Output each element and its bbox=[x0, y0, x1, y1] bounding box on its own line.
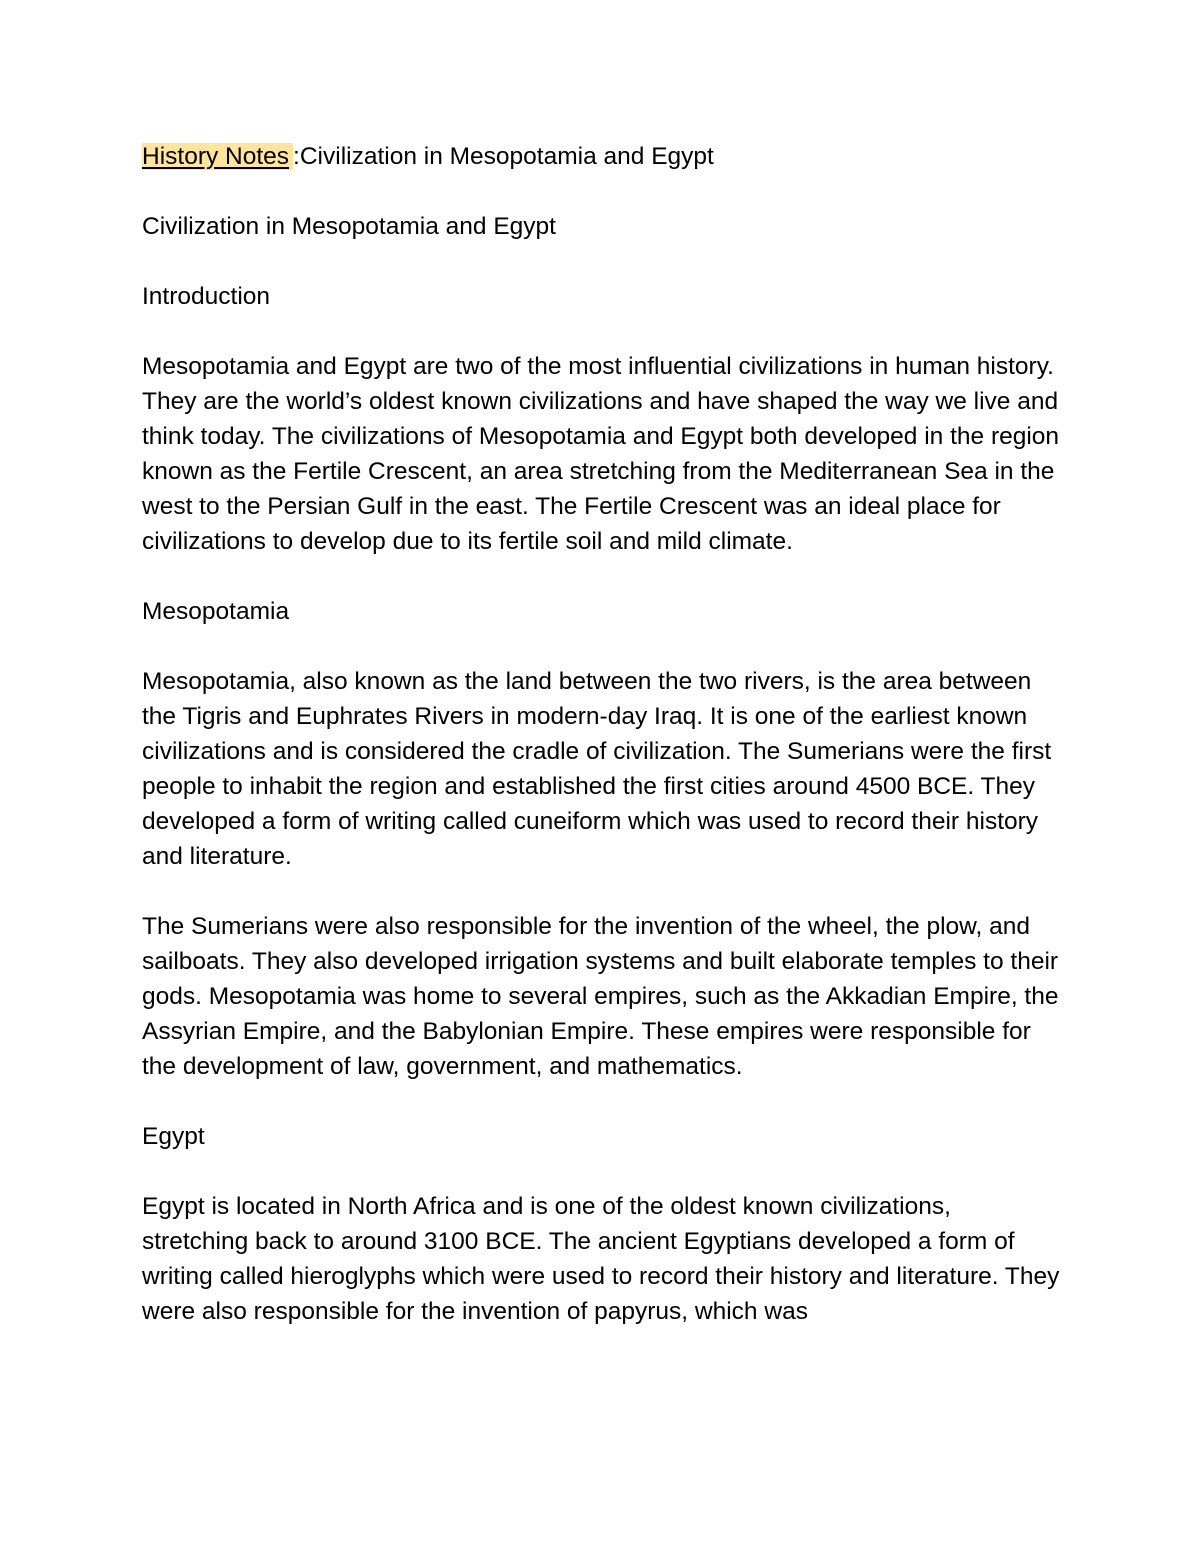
title-separator: : bbox=[293, 143, 300, 170]
section-heading-introduction: Introduction bbox=[142, 283, 271, 310]
paragraph-mesopotamia-1: Mesopotamia, also known as the land between the two rivers, is the area between the Tigris and Euphrates Rivers in modern-day Iraq. It is one of the earliest known civilizations and is considered the cradle of civilization. The Sumerians were the first people to inhabit the region and established the first cities around 4500 BCE. They developed a form of writing called cuneiform which was used to record their history and literature. bbox=[142, 668, 1052, 870]
title-text: Civilization in Mesopotamia and Egypt bbox=[299, 143, 714, 170]
paragraph-mesopotamia-2: The Sumerians were also responsible for the invention of the wheel, the plow, and sailboats. They also developed irrigation systems and built elaborate temples to their gods. Mesopotamia was home to several empires, such as the Akkadian Empire, the Assyrian Empire, and the Babylonian Empire. These empires were responsible for the development of law, government, and mathematics. bbox=[142, 913, 1059, 1080]
title-highlight-link[interactable]: History Notes bbox=[142, 143, 293, 170]
paragraph-introduction: Mesopotamia and Egypt are two of the most influential civilizations in human history. They are the world’s oldest known civilizations and have shaped the way we live and think today. The civilizations of Mesopotamia and Egypt both developed in the region known as the Fertile Crescent, an area stretching from the Mediterranean Sea in the west to the Persian Gulf in the east. The Fertile Crescent was an ideal place for civilizations to develop due to its fertile soil and mild climate. bbox=[142, 353, 1060, 555]
document-body bbox=[142, 139, 1062, 1364]
section-heading-mesopotamia: Mesopotamia bbox=[142, 598, 290, 625]
section-heading-egypt: Egypt bbox=[142, 1123, 205, 1150]
paragraph-egypt-1: Egypt is located in North Africa and is one of the oldest known civilizations, stretching back to around 3100 BCE. The ancient Egyptians developed a form of writing called hieroglyphs which were used to record their history and literature. They were also responsible for the invention of papyrus, which was bbox=[142, 1193, 1060, 1325]
document-heading: Civilization in Mesopotamia and Egypt bbox=[142, 213, 556, 240]
document-title bbox=[142, 139, 1062, 174]
